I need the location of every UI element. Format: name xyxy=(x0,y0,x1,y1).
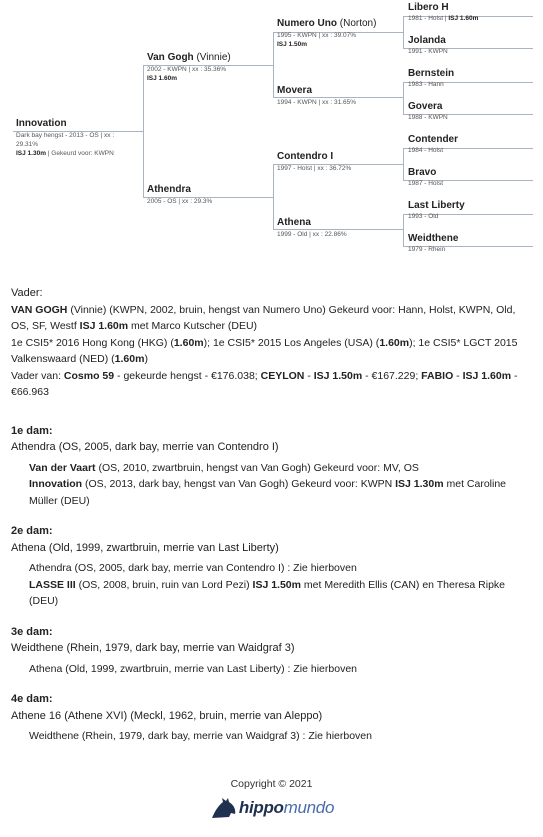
logo-text: hippomundo xyxy=(238,798,335,817)
dam4-line: Athene 16 (Athene XVI) (Meckl, 1962, bruin, merrie van Aleppo) xyxy=(11,709,323,722)
horse-info: 1984 - Holst xyxy=(408,147,444,154)
horse-name[interactable]: Athena xyxy=(277,217,311,228)
vader-results: 1e CSI5* 2016 Hong Kong (HKG) (1.60m); 1e CSI5* 2015 Los Angeles (USA) (1.60m); 1e CSI5* LGCT 2015 Valkenswaard (NED) (1.60m) xyxy=(11,336,518,365)
pedigree-gen4-3[interactable] xyxy=(408,68,538,89)
horse-name[interactable]: Jolanda xyxy=(408,35,446,46)
vader-heading: Vader: xyxy=(11,287,43,299)
horse-description xyxy=(11,285,535,745)
isj-level: ISJ 1.60m xyxy=(79,320,129,332)
dam2-child-1: Athendra (OS, 2005, dark bay, merrie van Contendro I) : Zie hierboven xyxy=(29,562,357,574)
horse-name[interactable]: Libero H xyxy=(408,2,449,13)
footer xyxy=(0,778,543,825)
offspring-link[interactable]: Cosmo 59 xyxy=(63,369,115,382)
horse-name[interactable]: Bravo xyxy=(408,167,437,178)
horse-info: 1993 - Old xyxy=(408,213,439,220)
pedigree-gen4-4[interactable] xyxy=(408,101,538,122)
vader-offspring: Vader van: Cosmo 59 - gekeurde hengst - €176.038; CEYLON - ISJ 1.50m - €167.229; FABIO - ISJ 1.60m - €66.963 xyxy=(11,369,518,398)
dam3-line: Weidthene (Rhein, 1979, dark bay, merrie van Waidgraf 3) xyxy=(11,642,295,654)
horse-info: 1981 - Holst | ISJ 1.60m xyxy=(408,15,479,22)
horse-name[interactable]: Weidthene xyxy=(408,233,459,244)
isj-level: ISJ 1.30m xyxy=(16,150,46,157)
pedigree-gen4-8[interactable] xyxy=(408,233,538,254)
pedigree-sire-dam[interactable] xyxy=(277,85,403,107)
pedigree-sire-sire[interactable] xyxy=(277,18,403,49)
dam1-child-1: Van der Vaart (OS, 2010, zwartbruin, hengst van Van Gogh) Gekeurd voor: MV, OS xyxy=(29,461,419,474)
pedigree-sire[interactable] xyxy=(147,52,273,83)
horse-info: 1987 - Holst xyxy=(408,180,444,187)
horse-name[interactable]: Movera xyxy=(277,85,313,96)
horse-info: 1995 - KWPN | xx : 39.07% ISJ 1.50m xyxy=(277,32,356,48)
horse-name[interactable]: Govera xyxy=(408,101,443,112)
horse-info: 2005 - OS | xx : 29.3% xyxy=(147,198,213,205)
horse-info: 1979 - Rhein xyxy=(408,246,446,253)
pedigree-gen4-1[interactable] xyxy=(408,2,538,23)
info-line: 29.31% xyxy=(16,141,39,148)
horse-name[interactable]: Bernstein xyxy=(408,68,455,79)
pedigree-gen4-2[interactable] xyxy=(408,35,538,56)
horse-name[interactable]: Innovation xyxy=(16,118,67,129)
dam4-child-1: Weidthene (Rhein, 1979, dark bay, merrie van Waidgraf 3) : Zie hierboven xyxy=(29,730,372,742)
horse-info: 1994 - KWPN | xx : 31.65% xyxy=(277,99,356,106)
hippomundo-logo[interactable] xyxy=(209,796,334,820)
pedigree-dam[interactable] xyxy=(147,184,273,206)
horse-name[interactable]: Contender xyxy=(408,134,458,145)
horse-name[interactable]: Last Liberty xyxy=(408,200,465,211)
horse-name[interactable]: Van Gogh (Vinnie) xyxy=(147,52,231,63)
dam1-child-2: Innovation (OS, 2013, dark bay, hengst van Van Gogh) Gekeurd voor: KWPN ISJ 1.30m met Caroline Müller (DEU) xyxy=(29,478,507,507)
horse-head-icon xyxy=(209,796,239,820)
child-name[interactable]: Innovation xyxy=(29,478,83,490)
dam3-child-1: Athena (Old, 1999, zwartbruin, merrie van Last Liberty) : Zie hierboven xyxy=(29,662,357,675)
dam1-heading: 1e dam: xyxy=(11,424,53,437)
pedigree-dam-sire[interactable] xyxy=(277,151,403,173)
horse-info: 1997 - Holst | xx : 36.72% xyxy=(277,165,352,172)
dam2-line: Athena (Old, 1999, zwartbruin, merrie van Last Liberty) xyxy=(11,541,279,554)
dam4-heading: 4e dam: xyxy=(11,693,53,705)
pedigree-subject[interactable] xyxy=(16,118,142,158)
dam2-heading: 2e dam: xyxy=(11,525,53,537)
dam3-heading: 3e dam: xyxy=(11,625,53,638)
horse-name[interactable]: Athendra xyxy=(147,184,191,195)
horse-info: 1991 - KWPN xyxy=(408,48,448,55)
horse-name[interactable]: Contendro I xyxy=(277,151,334,162)
pedigree-gen4-5[interactable] xyxy=(408,134,538,155)
child-name[interactable]: Van der Vaart xyxy=(29,461,96,474)
horse-info xyxy=(16,131,142,158)
pedigree-gen4-7[interactable] xyxy=(408,200,538,221)
horse-info: 1983 - Hann xyxy=(408,81,444,88)
horse-info: 2002 - KWPN | xx : 35.36% ISJ 1.60m xyxy=(147,66,226,82)
horse-name[interactable]: Numero Uno (Norton) xyxy=(277,18,377,29)
child-name[interactable]: LASSE III xyxy=(29,578,76,591)
pedigree-gen4-6[interactable] xyxy=(408,167,538,188)
info-line: Dark bay hengst - 2013 - OS | xx : xyxy=(16,132,115,139)
pedigree-dam-dam[interactable] xyxy=(277,217,403,239)
vader-description: VAN GOGH (Vinnie) (KWPN, 2002, bruin, hengst van Numero Uno) Gekeurd voor: Hann, Holst, KWPN, Old, OS, SF, Westf ISJ 1.60m met Marco Kutscher (DEU) xyxy=(11,303,516,332)
horse-info: 1999 - Old | xx : 22.86% xyxy=(277,231,347,238)
offspring-link[interactable]: FABIO xyxy=(421,369,454,382)
info-line: | Gekeurd voor: KWPN xyxy=(46,150,114,157)
horse-info: 1988 - KWPN xyxy=(408,114,448,121)
vader-name[interactable]: VAN GOGH xyxy=(11,303,68,316)
dam2-child-2: LASSE III (OS, 2008, bruin, ruin van Lord Pezi) ISJ 1.50m met Meredith Ellis (CAN) en Theresa Ripke (DEU) xyxy=(29,578,506,607)
dam1-line: Athendra (OS, 2005, dark bay, merrie van Contendro I) xyxy=(11,441,279,453)
copyright: Copyright © 2021 xyxy=(230,778,313,790)
offspring-link[interactable]: CEYLON xyxy=(260,369,305,382)
pedigree-chart xyxy=(0,0,543,262)
